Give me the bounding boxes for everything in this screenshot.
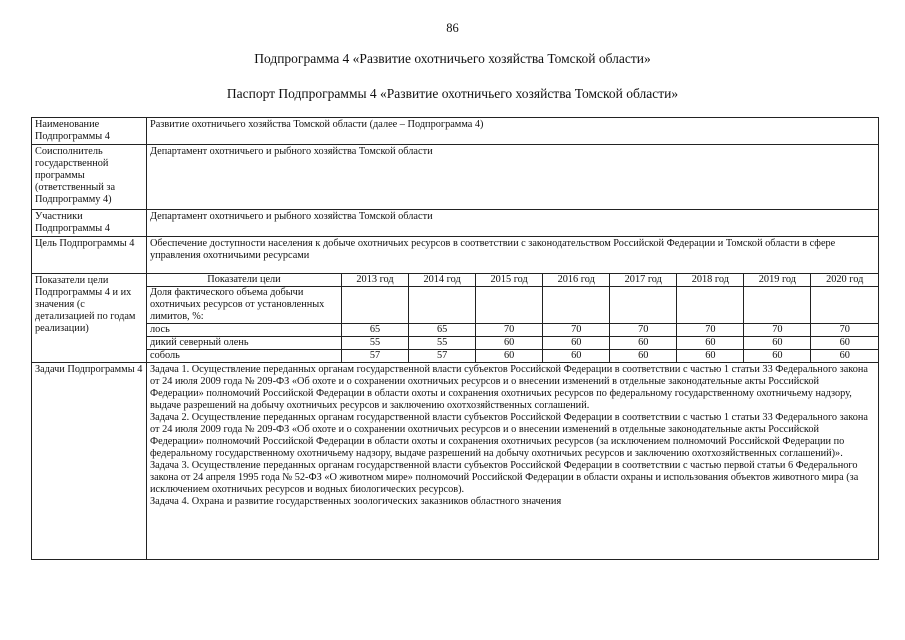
indicator-value: 60 xyxy=(677,350,744,363)
indicators-header-row xyxy=(147,274,878,287)
row-indicators-label: Показатели цели Подпрограммы 4 и их значения (с детализацией по годам реализации) xyxy=(32,274,147,363)
indicator-value: 57 xyxy=(342,350,409,363)
indicator-name: дикий северный олень xyxy=(147,337,342,350)
indicator-value: 55 xyxy=(409,337,476,350)
task-3: Задача 3. Осуществление переданных органам государственной власти субъектов Российской Федерации в соответствии с частью первой статьи 6 Федерального закона от 24 апреля 1995 года № 52-ФЗ «О животном мире» полномочий Российской Федерации в области охраны и использования объектов животного мира (за исключением охотничьих ресурсов и водных биологических ресурсов). xyxy=(150,460,859,495)
row-coexecutor-value: Департамент охотничьего и рыбного хозяйства Томской области xyxy=(147,145,879,210)
indicator-value: 57 xyxy=(409,350,476,363)
row-participants-value: Департамент охотничьего и рыбного хозяйства Томской области xyxy=(147,210,879,237)
row-goal-value: Обеспечение доступности населения к добыче охотничьих ресурсов в соответствии с законодательством Российской Федерации и Томской области в сфере управления охотничьими ресурсами xyxy=(147,237,879,274)
indicator-name: соболь xyxy=(147,350,342,363)
indicator-value: 70 xyxy=(476,324,543,337)
indicator-row xyxy=(147,350,878,363)
indicator-value: 60 xyxy=(811,350,878,363)
indicator-value: 70 xyxy=(744,324,811,337)
indicator-name: лось xyxy=(147,324,342,337)
indicator-value: 65 xyxy=(409,324,476,337)
row-tasks-label: Задачи Подпрограммы 4 xyxy=(32,363,147,560)
subprogram-title: Подпрограмма 4 «Развитие охотничьего хозяйства Томской области» xyxy=(254,51,651,66)
row-name xyxy=(32,118,879,145)
row-participants-label: Участники Подпрограммы 4 xyxy=(32,210,147,237)
indicator-value: 55 xyxy=(342,337,409,350)
year-2019: 2019 год xyxy=(744,274,811,287)
year-2014: 2014 год xyxy=(409,274,476,287)
task-2: Задача 2. Осуществление переданных органам государственной власти субъектов Российской Федерации в соответствии с частью 1 статьи 33 Федерального закона от 24 июля 2009 года № 209-ФЗ «Об охоте и о сохранении охотничьих ресурсов и о внесении изменений в отдельные законодательные акты Российской Федерации» полномочий Российской Федерации в области охоты и сохранения охотничьих ресурсов (за исключением полномочий Российской Федерации по федеральному государственному охотничьему надзору, выдаче разрешений на добычу охотничьих ресурсов и заключению охотхозяйственных соглашений)». xyxy=(150,412,869,459)
year-2016: 2016 год xyxy=(543,274,610,287)
indicator-value: 70 xyxy=(610,324,677,337)
row-name-value: Развитие охотничьего хозяйства Томской области (далее – Подпрограмма 4) xyxy=(147,118,879,145)
indicators-table xyxy=(147,274,878,362)
year-2013: 2013 год xyxy=(342,274,409,287)
indicator-value: 60 xyxy=(543,337,610,350)
indicators-header-name: Показатели цели xyxy=(147,274,342,287)
indicator-value: 60 xyxy=(543,350,610,363)
year-2015: 2015 год xyxy=(476,274,543,287)
row-coexecutor xyxy=(32,145,879,210)
task-1: Задача 1. Осуществление переданных органам государственной власти субъектов Российской Федерации в соответствии с частью 1 статьи 33 Федерального закона от 24 июля 2009 года № 209-ФЗ «Об охоте и о сохранении охотничьих ресурсов и о внесении изменений в отдельные законодательные акты Российской Федерации» полномочий Российской Федерации в области охоты и сохранения охотничьих ресурсов по федеральному государственному охотничьему надзору, выдаче разрешений на добычу охотничьих ресурсов и заключению охотхозяйственных соглашений. xyxy=(150,364,869,411)
indicators-group-row xyxy=(147,287,878,324)
indicator-value: 60 xyxy=(610,350,677,363)
indicator-value: 60 xyxy=(677,337,744,350)
indicator-value: 60 xyxy=(476,350,543,363)
indicator-value: 60 xyxy=(610,337,677,350)
year-2020: 2020 год xyxy=(811,274,878,287)
indicator-row xyxy=(147,324,878,337)
indicator-value: 70 xyxy=(543,324,610,337)
row-participants xyxy=(32,210,879,237)
passport-title: Паспорт Подпрограммы 4 «Развитие охотничьего хозяйства Томской области» xyxy=(226,86,679,101)
passport-table xyxy=(31,117,879,560)
row-tasks-value xyxy=(147,363,879,560)
task-4: Задача 4. Охрана и развитие государственных зоологических заказников областного значения xyxy=(150,496,562,507)
indicator-row xyxy=(147,337,878,350)
row-coexecutor-label: Соисполнитель государственной программы (ответственный за Подпрограмму 4) xyxy=(32,145,147,210)
indicators-group-label: Доля фактического объема добычи охотничьих ресурсов от установленных лимитов, %: xyxy=(147,287,342,324)
row-goal xyxy=(32,237,879,274)
year-2018: 2018 год xyxy=(677,274,744,287)
indicator-value: 65 xyxy=(342,324,409,337)
indicator-value: 60 xyxy=(811,337,878,350)
page-number: 86 xyxy=(446,21,459,35)
indicator-value: 70 xyxy=(811,324,878,337)
row-name-label: Наименование Подпрограммы 4 xyxy=(32,118,147,145)
indicator-value: 70 xyxy=(677,324,744,337)
row-tasks xyxy=(32,363,879,560)
indicator-value: 60 xyxy=(744,337,811,350)
indicators-cell xyxy=(147,274,879,363)
indicator-value: 60 xyxy=(476,337,543,350)
year-2017: 2017 год xyxy=(610,274,677,287)
indicator-value: 60 xyxy=(744,350,811,363)
row-goal-label: Цель Подпрограммы 4 xyxy=(32,237,147,274)
row-indicators xyxy=(32,274,879,363)
